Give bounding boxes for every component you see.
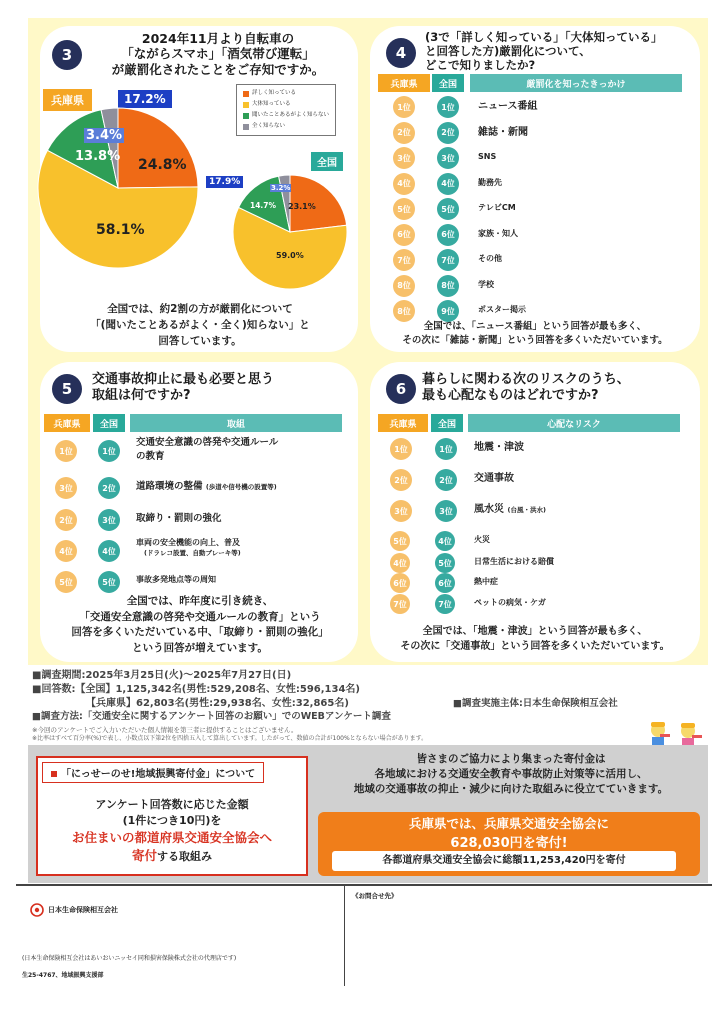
q3-all-unaware-total: 17.9% [206,176,243,188]
q4-item: ニュース番組 [478,101,538,112]
q4-all-rank: 4位 [437,173,459,195]
q4-all-rank: 5位 [437,198,459,220]
q5-all-rank: 2位 [98,477,120,499]
survey-note-rounding: ※比率はすべて百分率(%)で表し、小数点以下第2位を四捨五入して算出しています。したがって、数値の合計が100%とならない場合があります。 [32,735,428,742]
legend-item-detailed: 詳しく知っている [243,88,329,99]
q4-all-rank: 9位 [437,300,459,322]
q5-number-badge: 5 [52,374,82,404]
donation-amount-box: 兵庫県では、兵庫県交通安全協会に 628,030円を寄付! [318,812,700,876]
q4-all-rank: 7位 [437,249,459,271]
q5-item: 取締り・罰則の強化 [136,513,222,524]
q6-item: 火災 [474,535,490,544]
q3-title: 2024年11月より自転車の 「ながらスマホ」「酒気帯び運転」 が厳罰化されたことをご存知ですか。 [111,31,325,77]
q6-pref-rank: 5位 [390,531,410,551]
q6-number-badge: 6 [386,374,416,404]
survey-period: ■調査期間:2025年3月25日(火)〜2025年7月27日(日) [32,670,292,681]
q4-item: テレビCM [478,203,516,212]
all-label-none: 3.2% [271,184,291,192]
pref-label-none: 3.4% [86,128,123,143]
q4-item: ポスター掲示 [478,305,526,314]
q6-header-item: 心配なリスク [468,414,680,432]
document-code: 生25-4767、地域振興支援部 [22,972,104,979]
q4-item: 雑誌・新聞 [478,126,528,138]
q6-pref-rank: 2位 [390,469,412,491]
q4-all-rank: 8位 [437,275,459,297]
donation-right-text: 皆さまのご協力により集まった寄付金は 各地域における交通安全教育や事故防止対策等に活用し、 地域の交通事故の抑止・減少に向けた取組みに役立てていきます。 [353,753,669,795]
q6-all-rank: 4位 [435,531,455,551]
company-logo: 日本生命保険相互会社 [30,903,118,917]
q4-title: (3で「詳しく知っている」「大体知っている」 と回答した方)厳罰化について、 どこで知りましたか? [425,30,663,73]
q6-item: 熱中症 [474,577,498,586]
q5-header-pref: 兵庫県 [44,414,90,432]
survey-method: ■調査方法:「交通安全に関するアンケート回答のお願い」でのWEBアンケート調査 [32,711,391,722]
q3-pref-unaware-total: 17.2% [118,90,172,108]
q5-item: 交通安全意識の啓発や交通ルール の教育 [136,437,279,462]
donation-total: 各都道府県交通安全協会に総額11,253,420円を寄付 [332,851,676,871]
survey-organizer: ■調査実施主体:日本生命保険相互会社 [453,698,618,709]
survey-count-national: ■回答数:【全国】1,125,342名(男性:529,208名、女性:596,134名) [32,684,360,695]
donation-left-text: アンケート回答数に応じた金額 (1件につき10円)を お住まいの都道府県交通安全協会へ 寄付する取組み [71,798,272,863]
q5-header-item: 取組 [130,414,342,432]
legend-item-none: 全く知らない [243,121,329,132]
q5-title: 交通事故抑止に最も必要と思う 取組は何ですか? [92,372,275,403]
q5-pref-rank: 1位 [55,440,77,462]
q4-pref-rank: 4位 [393,173,415,195]
q4-pref-rank: 5位 [393,198,415,220]
q4-pref-rank: 2位 [393,122,415,144]
agency-note: (日本生命保険相互会社はあいおいニッセイ同和損害保険株式会社の代理店です) [22,955,237,962]
q5-item: 車両の安全機能の向上、普及 (ドラレコ設置、自動ブレーキ等) [136,538,241,557]
q3-all-label: 全国 [311,152,343,171]
q4-pref-rank: 8位 [393,300,415,322]
donation-tag-marker [51,771,57,777]
q6-all-rank: 3位 [435,500,457,522]
q4-number-badge: 4 [386,38,416,68]
q4-pref-rank: 3位 [393,147,415,169]
q6-all-rank: 1位 [435,438,457,460]
q5-all-rank: 3位 [98,509,120,531]
q6-item: ペットの病気・ケガ [474,598,546,607]
q6-item: 風水災 (台風・洪水) [474,504,546,515]
all-label-roughly: 59.0% [276,251,304,260]
q5-all-rank: 5位 [98,571,120,593]
q4-all-rank: 6位 [437,224,459,246]
q5-header-all: 全国 [93,414,125,432]
nissay-logo-icon [30,903,44,917]
q4-header-item: 厳罰化を知ったきっかけ [470,74,682,92]
q4-all-rank: 1位 [437,96,459,118]
q4-all-rank: 3位 [437,147,459,169]
survey-count-pref: 【兵庫県】62,803名(男性:29,938名、女性:32,865名) [86,698,349,709]
q4-pref-rank: 6位 [393,224,415,246]
q6-header-pref: 兵庫県 [378,414,428,432]
q6-all-rank: 6位 [435,573,455,593]
q6-header-all: 全国 [431,414,463,432]
q4-pref-rank: 8位 [393,275,415,297]
all-label-detailed: 23.1% [288,202,316,211]
q5-all-rank: 1位 [98,440,120,462]
q6-all-rank: 5位 [435,553,455,573]
q5-summary: 全国では、昨年度に引き続き、 「交通安全意識の啓発や交通ルールの教育」という 回答を多くいただいている中、「取締り・罰則の強化」 という回答が増えています。 [71,595,329,654]
legend-item-heard: 聞いたことあるがよく知らない [243,110,329,121]
q3-pref-pie-slice-0 [118,108,198,188]
all-label-heard: 14.7% [250,201,277,210]
q4-all-rank: 2位 [437,122,459,144]
pref-label-heard: 13.8% [75,149,121,164]
footer-divider [16,884,712,886]
q5-pref-rank: 4位 [55,540,77,562]
footer-vertical-divider [344,886,345,986]
q5-all-rank: 4位 [98,540,120,562]
q5-pref-rank: 2位 [55,509,77,531]
q5-pref-rank: 3位 [55,477,77,499]
q3-pref-label: 兵庫県 [43,89,92,111]
q6-pref-rank: 6位 [390,573,410,593]
q4-item: 学校 [478,279,494,289]
q5-item: 事故多発地点等の周知 [136,575,216,584]
q3-number-badge: 3 [52,40,82,70]
q6-title: 暮らしに関わる次のリスクのうち、 最も心配なものはどれですか? [422,372,630,403]
q6-pref-rank: 4位 [390,553,410,573]
q5-item: 道路環境の整備 (歩道や信号機の設置等) [136,481,277,492]
q4-item: 家族・知人 [478,228,518,238]
q5-pref-rank: 5位 [55,571,77,593]
survey-note-privacy: ※今回のアンケートでご入力いただいた個人情報を第三者に提供することはございません。 [32,726,298,734]
q4-header-all: 全国 [432,74,464,92]
q4-pref-rank: 1位 [393,96,415,118]
q4-item: SNS [478,152,497,161]
q6-item: 日常生活における賠償 [474,557,554,566]
q4-pref-rank: 7位 [393,249,415,271]
donation-tag: 「にっせーのせ!地域振興寄付金」について [42,762,264,783]
q6-pref-rank: 3位 [390,500,412,522]
q4-summary: 全国では、「ニュース番組」という回答が最も多く、 その次に「雑誌・新聞」という回答を多くいただいています。 [402,321,668,347]
q6-item: 地震・津波 [474,442,524,453]
q6-pref-rank: 7位 [390,594,410,614]
q4-header-pref: 兵庫県 [378,74,430,92]
contact-heading: 《お問合せ先》 [352,892,398,900]
q4-item: 勤務先 [478,177,502,187]
q3-summary: 全国では、約2割の方が厳罰化について 「(聞いたことあるがよく・全く)知らない」と 回答しています。 [90,303,310,347]
q6-all-rank: 2位 [435,469,457,491]
pref-label-detailed: 24.8% [138,157,187,173]
q4-item: その他 [478,254,502,263]
q6-pref-rank: 1位 [390,438,412,460]
q6-item: 交通事故 [474,473,514,484]
pref-label-roughly: 58.1% [96,222,145,238]
q6-all-rank: 7位 [435,594,455,614]
legend-item-roughly: 大体知っている [243,99,329,110]
q6-summary: 全国では、「地震・津波」という回答が最も多く、 その次に「交通事故」という回答を多くいただいています。 [400,626,670,652]
